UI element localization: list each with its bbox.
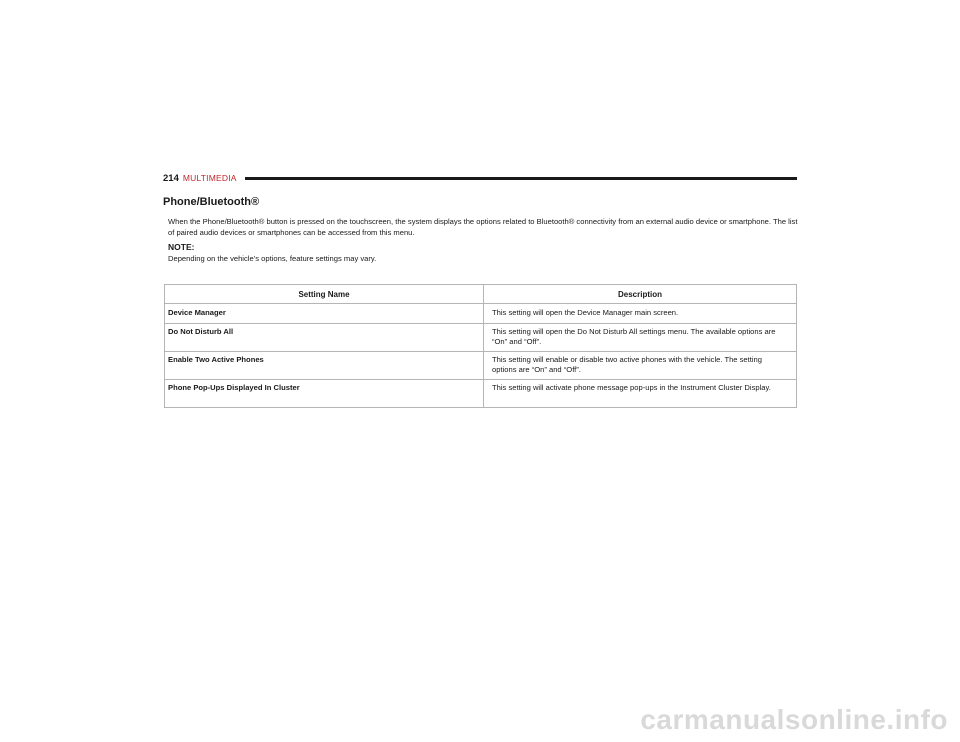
setting-name-cell: Phone Pop-Ups Displayed In Cluster: [165, 380, 484, 408]
section-title: Phone/Bluetooth®: [163, 196, 260, 208]
note-text: Depending on the vehicle’s options, feature settings may vary.: [168, 254, 377, 263]
column-header-description: Description: [484, 285, 797, 304]
page-number: 214: [163, 172, 179, 184]
setting-description-cell: This setting will activate phone message pop-ups in the Instrument Cluster Display.: [484, 380, 797, 408]
setting-name-cell: Enable Two Active Phones: [165, 352, 484, 380]
setting-description-cell: This setting will enable or disable two active phones with the vehicle. The setting options are “On” and “Off”.: [484, 352, 797, 380]
table-row: [165, 380, 797, 408]
setting-description-cell: This setting will open the Device Manager main screen.: [484, 304, 797, 324]
note-label: NOTE:: [168, 242, 195, 252]
table-row: [165, 324, 797, 352]
watermark: carmanualsonline.info: [640, 704, 948, 735]
table-row: [165, 352, 797, 380]
page-header: [163, 171, 797, 185]
settings-table: [164, 284, 797, 408]
section-name: MULTIMEDIA: [182, 173, 237, 183]
setting-name-cell: Do Not Disturb All: [165, 324, 484, 352]
setting-description-cell: This setting will open the Do Not Disturb All settings menu. The available options are “On” and “Off”.: [484, 324, 797, 352]
header-rule: [245, 177, 797, 180]
intro-paragraph: When the Phone/Bluetooth® button is pressed on the touchscreen, the system displays the options related to Bluetooth® connectivity from an external audio device or smartphone. The list of paired audio devices or smartphones can be accessed from this menu.: [168, 217, 798, 237]
table-header-row: [165, 285, 797, 304]
setting-name-cell: Device Manager: [165, 304, 484, 324]
column-header-setting-name: Setting Name: [165, 285, 484, 304]
table-row: [165, 304, 797, 324]
